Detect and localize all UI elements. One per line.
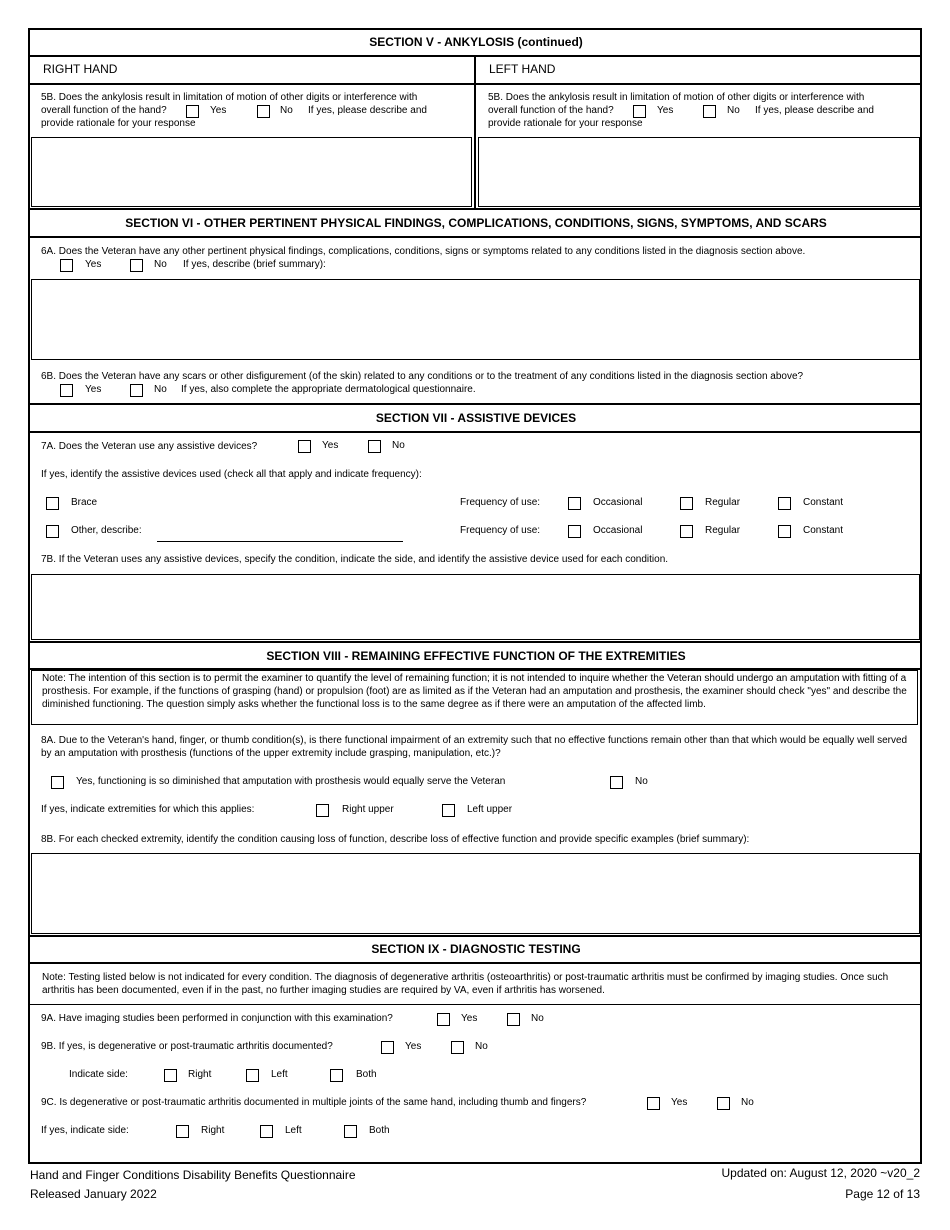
q6a-no-label: No xyxy=(154,259,167,270)
q9a-no-checkbox[interactable] xyxy=(507,1013,520,1026)
q8a-yes-checkbox[interactable] xyxy=(51,776,64,789)
q9b-text: 9B. If yes, is degenerative or post-traumatic arthritis documented? xyxy=(41,1041,333,1052)
q9c-right-label: Right xyxy=(201,1125,225,1136)
q5b-left-response-field[interactable] xyxy=(478,137,920,207)
q6b-yes-checkbox[interactable] xyxy=(60,384,73,397)
left-upper-label: Left upper xyxy=(467,804,513,815)
q9b-left-checkbox[interactable] xyxy=(246,1069,259,1082)
footer-updated: Updated on: August 12, 2020 ~v20_2 xyxy=(721,1166,920,1180)
q7b-text: 7B. If the Veteran uses any assistive devices, specify the condition, indicate the side, and identify the assistive device used for each condition. xyxy=(41,554,669,565)
left-upper-checkbox[interactable] xyxy=(442,804,455,817)
q9c-no-checkbox[interactable] xyxy=(717,1097,730,1110)
q9b-both-checkbox[interactable] xyxy=(330,1069,343,1082)
other-regular-label: Regular xyxy=(705,525,741,536)
brace-regular-label: Regular xyxy=(705,497,741,508)
q5b-left-line2-prefix: overall function of the hand? xyxy=(488,105,614,116)
q8a-no-checkbox[interactable] xyxy=(610,776,623,789)
right-upper-checkbox[interactable] xyxy=(316,804,329,817)
q6a-text: 6A. Does the Veteran have any other pertinent physical findings, complications, conditions, signs or symptoms related to any conditions listed in the diagnosis section above. xyxy=(41,246,806,257)
q9c-indicate-side: If yes, indicate side: xyxy=(41,1125,129,1136)
brace-regular-checkbox[interactable] xyxy=(680,497,693,510)
q9a-no-label: No xyxy=(531,1013,544,1024)
q9a-text: 9A. Have imaging studies been performed in conjunction with this examination? xyxy=(41,1013,393,1024)
q5b-left-no-checkbox[interactable] xyxy=(703,105,716,118)
q5b-right-response-field[interactable] xyxy=(31,137,472,207)
q9c-text: 9C. Is degenerative or post-traumatic arthritis documented in multiple joints of the same hand, including thumb and fingers? xyxy=(41,1097,587,1108)
q7a-text: 7A. Does the Veteran use any assistive devices? xyxy=(41,441,258,452)
q7a-yes-label: Yes xyxy=(322,440,339,451)
q6b-no-label: No xyxy=(154,384,167,395)
q9b-yes-checkbox[interactable] xyxy=(381,1041,394,1054)
q5b-right-line2-suffix: If yes, please describe and xyxy=(308,105,427,116)
section-8-note: Note: The intention of this section is to permit the examiner to quantify the level of remaining function; it is not intended to inquire whether the Veteran should undergo an amputation with fitting of a prosthesis. For example, if the functions of grasping (hand) or propulsion (foot) are as limited as if the Veteran had an amputation and prosthesis, the examiner should check "yes" and describe the diminished functioning. The question simply asks whether the functional loss is to the same degree as if there were an amputation of the affected limb. xyxy=(42,673,907,710)
q9b-both-label: Both xyxy=(356,1069,377,1080)
q5b-right-yes-label: Yes xyxy=(210,105,227,116)
q9c-yes-label: Yes xyxy=(671,1097,688,1108)
q9c-both-checkbox[interactable] xyxy=(344,1125,357,1138)
other-regular-checkbox[interactable] xyxy=(680,525,693,538)
brace-occasional-checkbox[interactable] xyxy=(568,497,581,510)
section-7-header: SECTION VII - ASSISTIVE DEVICES xyxy=(375,411,577,425)
q6b-followup: If yes, also complete the appropriate dermatological questionnaire. xyxy=(181,384,476,395)
section-8-header: SECTION VIII - REMAINING EFFECTIVE FUNCTION OF THE EXTREMITIES xyxy=(266,649,686,663)
q5b-right-line1: 5B. Does the ankylosis result in limitation of motion of other digits or interference with xyxy=(41,92,418,103)
q8a-no-label: No xyxy=(635,776,648,787)
other-occasional-checkbox[interactable] xyxy=(568,525,581,538)
brace-occasional-label: Occasional xyxy=(593,497,643,508)
q5b-right-line2-prefix: overall function of the hand? xyxy=(41,105,167,116)
q5b-right-no-checkbox[interactable] xyxy=(257,105,270,118)
divider xyxy=(474,55,476,209)
q8a-text: 8A. Due to the Veteran's hand, finger, or thumb condition(s), is there functional impairment of an extremity such that no effective functions remain other than that which would be equally well served by an amputation with prosthesis (functions of the upper extremity include grasping, manipulation, etc.)? xyxy=(41,735,908,759)
q6a-yes-checkbox[interactable] xyxy=(60,259,73,272)
q9b-indicate-side: Indicate side: xyxy=(69,1069,128,1080)
q9c-right-checkbox[interactable] xyxy=(176,1125,189,1138)
extremities-text: If yes, indicate extremities for which this applies: xyxy=(41,804,255,815)
q9b-right-checkbox[interactable] xyxy=(164,1069,177,1082)
section-5-header: SECTION V - ANKYLOSIS (continued) xyxy=(369,35,583,49)
q9a-yes-label: Yes xyxy=(461,1013,478,1024)
q7a-identify-text: If yes, identify the assistive devices used (check all that apply and indicate frequency): xyxy=(41,469,422,480)
other-device-label: Other, describe: xyxy=(71,525,142,536)
divider xyxy=(28,208,922,210)
q9c-no-label: No xyxy=(741,1097,754,1108)
q9c-left-checkbox[interactable] xyxy=(260,1125,273,1138)
q9b-left-label: Left xyxy=(271,1069,288,1080)
other-constant-checkbox[interactable] xyxy=(778,525,791,538)
q5b-right-line3: provide rationale for your response xyxy=(41,118,196,129)
divider xyxy=(28,641,922,643)
brace-label: Brace xyxy=(71,497,98,508)
divider xyxy=(28,935,922,937)
q7a-no-label: No xyxy=(392,440,405,451)
q9a-yes-checkbox[interactable] xyxy=(437,1013,450,1026)
q9b-no-label: No xyxy=(475,1041,488,1052)
q7a-no-checkbox[interactable] xyxy=(368,440,381,453)
section-9-note: Note: Testing listed below is not indicated for every condition. The diagnosis of degenerative arthritis (osteoarthritis) or post-traumatic arthritis must be confirmed by imaging studies. Once such arthritis has been documented, even if in the past, no further imaging studies are required by VA, even if arthritis has worsened. xyxy=(42,972,889,996)
footer-page-number: Page 12 of 13 xyxy=(845,1187,920,1201)
q5b-right-no-label: No xyxy=(280,105,293,116)
brace-checkbox[interactable] xyxy=(46,497,59,510)
q9b-no-checkbox[interactable] xyxy=(451,1041,464,1054)
q6b-no-checkbox[interactable] xyxy=(130,384,143,397)
q6a-followup: If yes, describe (brief summary): xyxy=(183,259,326,270)
q8a-yes-label: Yes, functioning is so diminished that amputation with prosthesis would equally serve the Veteran xyxy=(76,776,506,787)
q6a-response-field[interactable] xyxy=(31,279,920,360)
brace-frequency-label: Frequency of use: xyxy=(460,497,541,508)
section-6-header: SECTION VI - OTHER PERTINENT PHYSICAL FINDINGS, COMPLICATIONS, CONDITIONS, SIGNS, SYMPTOMS, AND SCARS xyxy=(125,216,827,230)
q9b-yes-label: Yes xyxy=(405,1041,422,1052)
other-frequency-label: Frequency of use: xyxy=(460,525,541,536)
q6b-yes-label: Yes xyxy=(85,384,102,395)
q9c-yes-checkbox[interactable] xyxy=(647,1097,660,1110)
footer-form-title: Hand and Finger Conditions Disability Benefits Questionnaire xyxy=(30,1168,356,1182)
right-upper-label: Right upper xyxy=(342,804,394,815)
q8b-response-field[interactable] xyxy=(31,853,920,934)
q6a-yes-label: Yes xyxy=(85,259,102,270)
q5b-left-line2-suffix: If yes, please describe and xyxy=(755,105,874,116)
q7b-response-field[interactable] xyxy=(31,574,920,640)
divider xyxy=(28,962,922,964)
brace-constant-label: Constant xyxy=(803,497,844,508)
other-device-describe-field[interactable] xyxy=(157,541,403,542)
divider xyxy=(28,236,922,238)
section-9-header: SECTION IX - DIAGNOSTIC TESTING xyxy=(371,942,581,956)
q9c-both-label: Both xyxy=(369,1125,390,1136)
q5b-left-line3: provide rationale for your response xyxy=(488,118,643,129)
divider xyxy=(28,431,922,433)
q5b-left-no-label: No xyxy=(727,105,740,116)
q6a-no-checkbox[interactable] xyxy=(130,259,143,272)
q6b-text: 6B. Does the Veteran have any scars or other disfigurement (of the skin) related to any conditions or to the treatment of any conditions listed in the diagnosis section above? xyxy=(41,371,804,382)
other-occasional-label: Occasional xyxy=(593,525,643,536)
divider xyxy=(30,1004,920,1005)
q5b-left-yes-label: Yes xyxy=(657,105,674,116)
other-device-checkbox[interactable] xyxy=(46,525,59,538)
left-hand-label: LEFT HAND xyxy=(489,62,556,76)
other-constant-label: Constant xyxy=(803,525,844,536)
q5b-left-line1: 5B. Does the ankylosis result in limitation of motion of other digits or interference with xyxy=(488,92,865,103)
divider xyxy=(28,83,922,85)
footer-released: Released January 2022 xyxy=(30,1187,157,1201)
q8b-text: 8B. For each checked extremity, identify the condition causing loss of function, describe loss of effective function and provide specific examples (brief summary): xyxy=(41,834,750,845)
q9b-right-label: Right xyxy=(188,1069,212,1080)
right-hand-label: RIGHT HAND xyxy=(43,62,118,76)
divider xyxy=(28,403,922,405)
brace-constant-checkbox[interactable] xyxy=(778,497,791,510)
q7a-yes-checkbox[interactable] xyxy=(298,440,311,453)
q9c-left-label: Left xyxy=(285,1125,302,1136)
